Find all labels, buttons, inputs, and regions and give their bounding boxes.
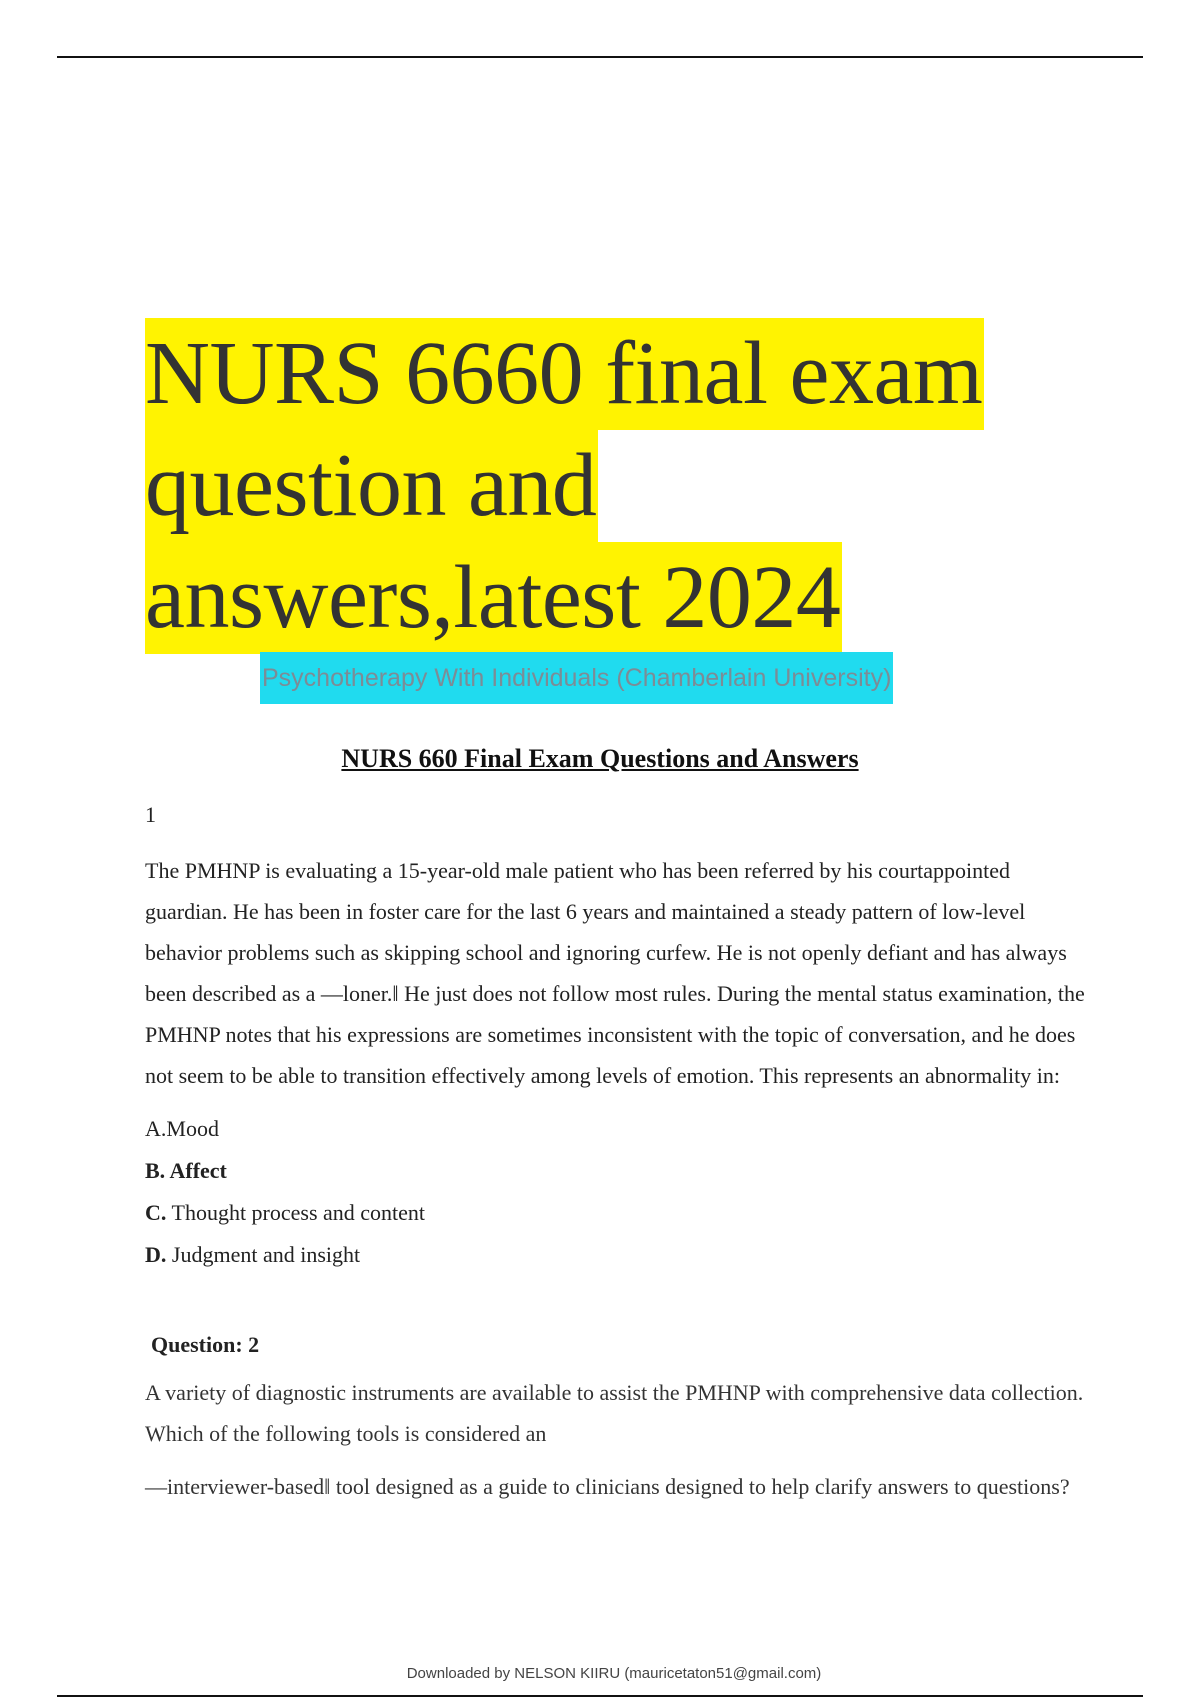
option-b bbox=[145, 1150, 1095, 1192]
option-d bbox=[145, 1234, 1095, 1276]
top-rule bbox=[57, 56, 1143, 58]
question-1-number: 1 bbox=[145, 802, 156, 827]
section-heading: NURS 660 Final Exam Questions and Answers bbox=[341, 744, 859, 773]
option-text: Thought process and content bbox=[171, 1200, 426, 1225]
option-letter: B. bbox=[145, 1158, 166, 1183]
title-line-text: question and bbox=[145, 430, 598, 542]
option-letter: C. bbox=[145, 1200, 167, 1225]
question-content bbox=[145, 800, 1095, 1507]
title-line bbox=[145, 318, 1145, 430]
option-text: Mood bbox=[166, 1116, 219, 1141]
question-2-text-part1: A variety of diagnostic instruments are available to assist the PMHNP with comprehensive data collection. Which of the following tools is considered an bbox=[145, 1380, 1084, 1446]
subtitle bbox=[260, 652, 893, 704]
question-2-text-part2: —interviewer-based‖ tool designed as a guide to clinicians designed to help clarify answers to questions? bbox=[145, 1474, 1070, 1499]
title-line-text: answers,latest 2024 bbox=[145, 542, 842, 654]
download-footer: Downloaded by NELSON KIIRU (mauricetaton51@gmail.com) bbox=[406, 1665, 822, 1682]
document-title bbox=[145, 318, 1145, 654]
option-text: Judgment and insight bbox=[171, 1242, 361, 1267]
question-1-options bbox=[145, 1108, 1095, 1276]
subtitle-text: Psychotherapy With Individuals (Chamberlain University) bbox=[260, 652, 893, 704]
option-a bbox=[145, 1108, 1095, 1150]
option-text: Affect bbox=[169, 1158, 227, 1183]
option-c bbox=[145, 1192, 1095, 1234]
bottom-rule bbox=[57, 1695, 1143, 1697]
question-2-heading: Question: 2 bbox=[151, 1332, 260, 1357]
title-line bbox=[145, 542, 1145, 654]
title-line-text: NURS 6660 final exam bbox=[145, 318, 984, 430]
option-letter: D. bbox=[145, 1242, 167, 1267]
option-letter: A. bbox=[145, 1116, 167, 1141]
question-1-text: The PMHNP is evaluating a 15-year-old male patient who has been referred by his courtappointed guardian. He has been in foster care for the last 6 years and maintained a steady pattern of low-level behavior problems such as skipping school and ignoring curfew. He is not openly defiant and has always been described as a —loner.‖ He just does not follow most rules. During the mental status examination, the PMHNP notes that his expressions are sometimes inconsistent with the topic of conversation, and he does not seem to be able to transition effectively among levels of emotion. This represents an abnormality in: bbox=[145, 858, 1085, 1088]
title-line bbox=[145, 430, 1145, 542]
